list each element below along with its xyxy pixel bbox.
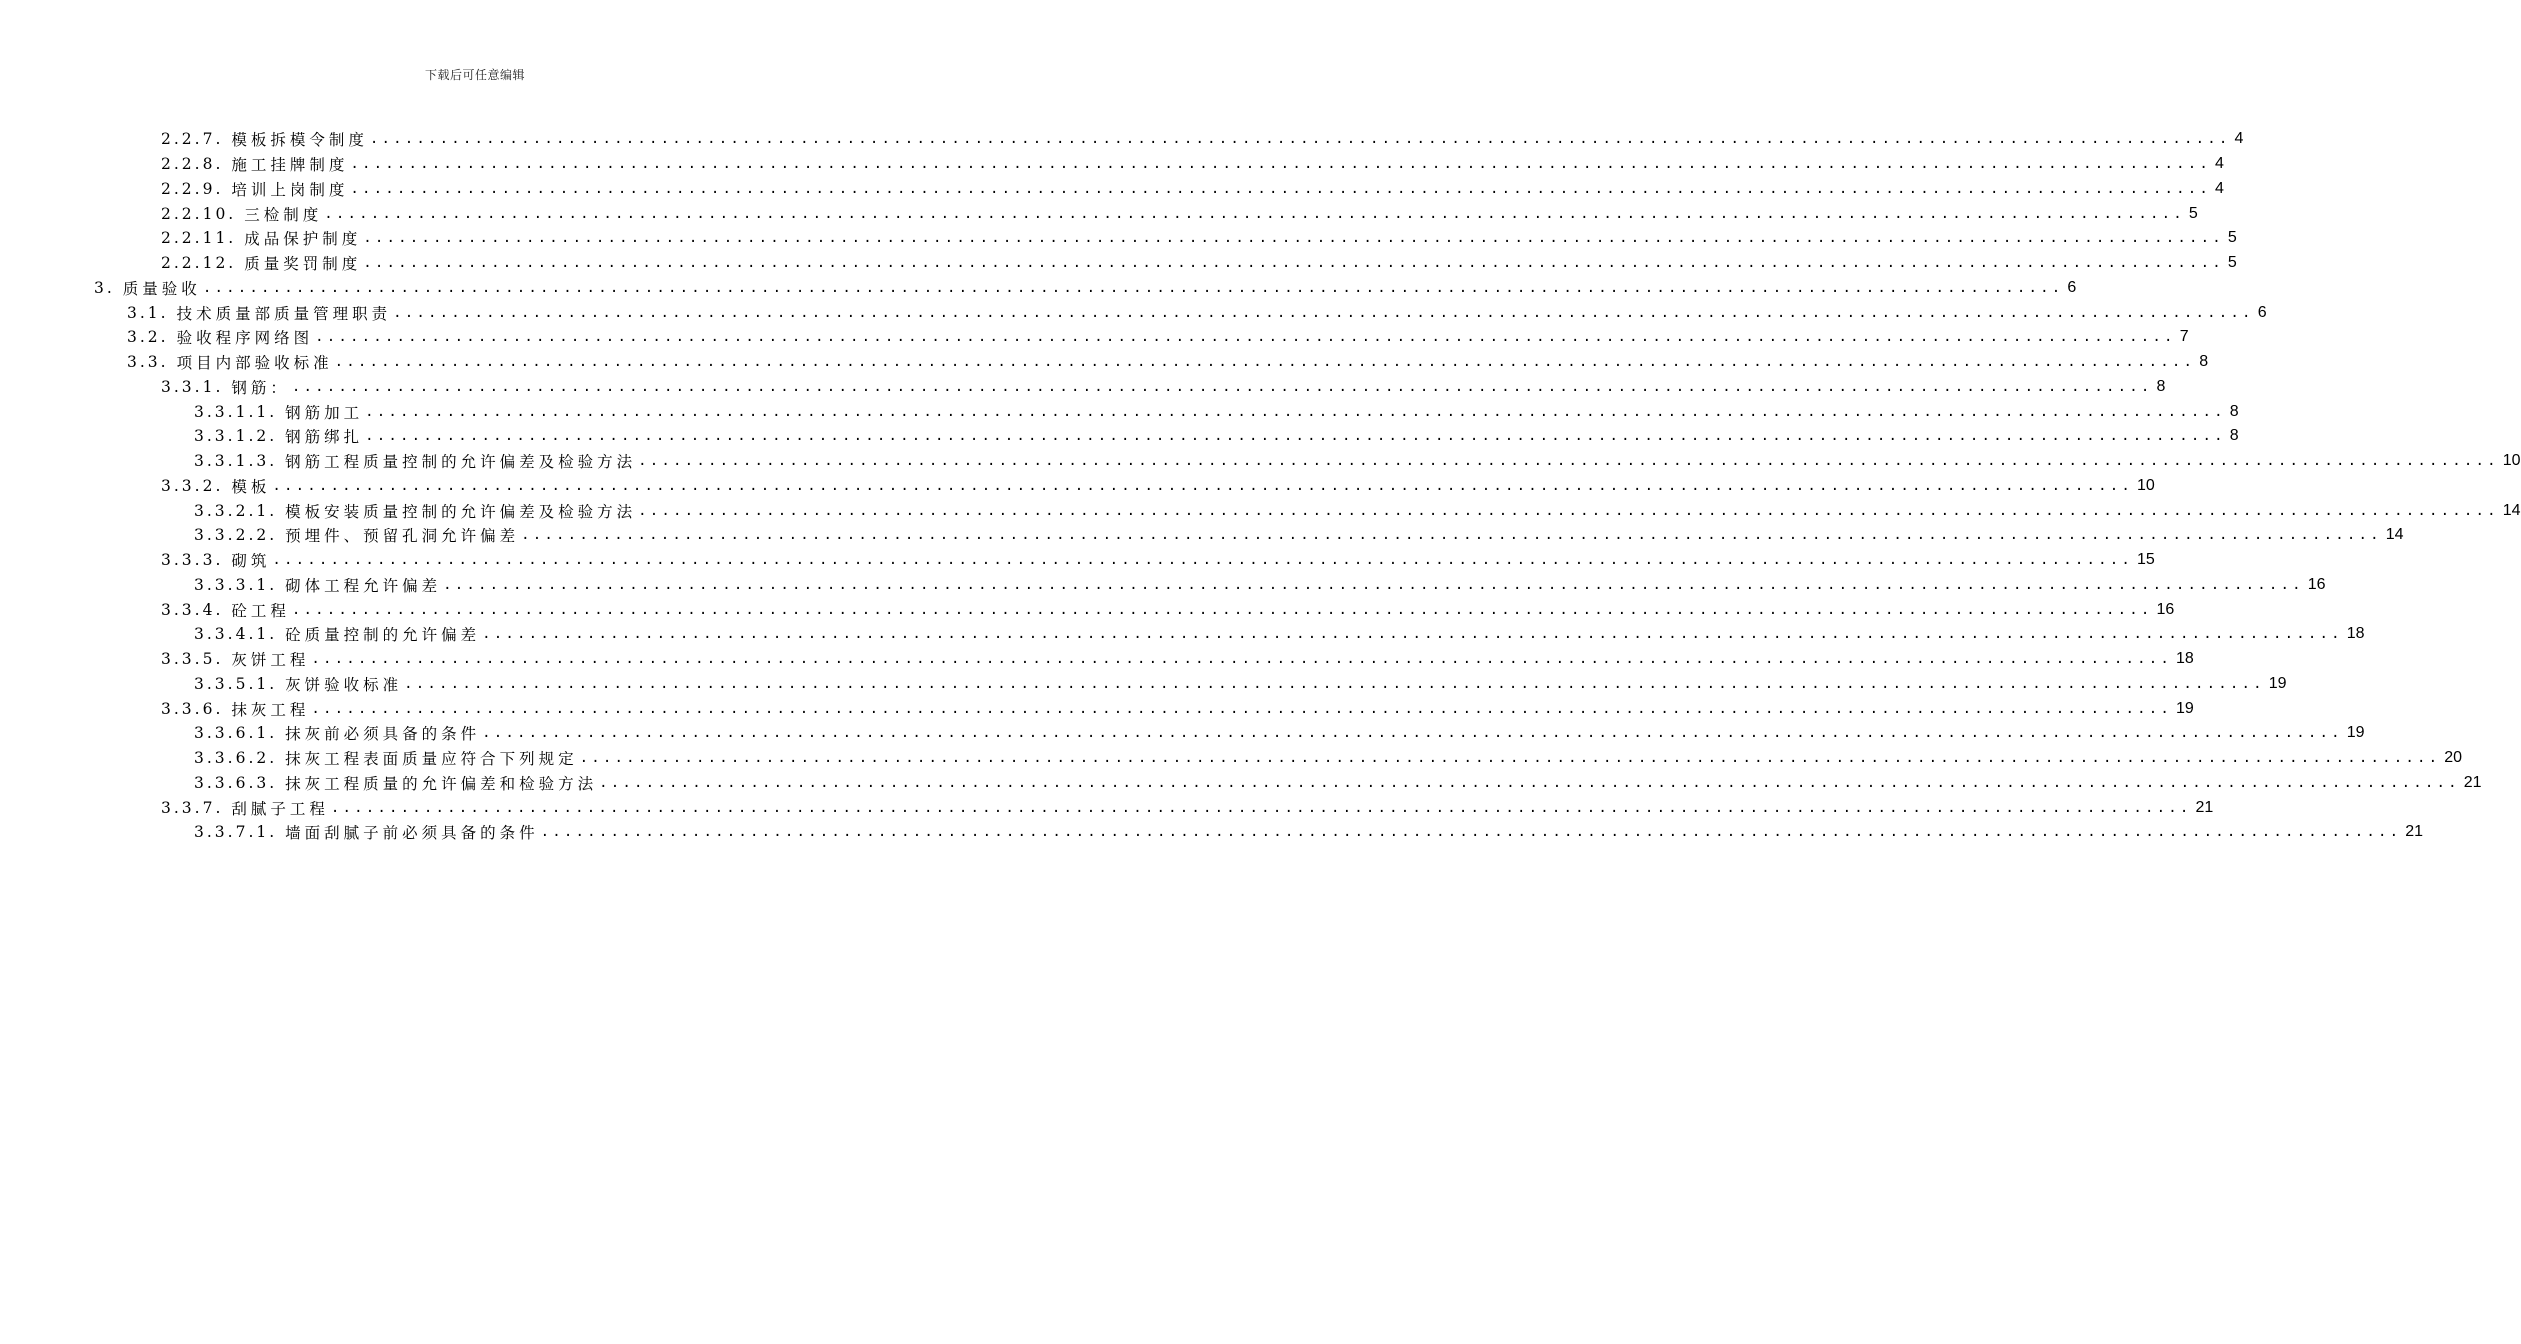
toc-entry-title: 成品保护制度 — [244, 230, 362, 249]
toc-entry-page: 7 — [2179, 328, 2189, 346]
page-header: 下载后可任意编辑 — [424, 68, 525, 82]
toc-entry-title: 模板安装质量控制的允许偏差及检验方法 — [285, 502, 637, 521]
toc-leader-dots: ................................................................................................................................................................ — [521, 527, 2382, 544]
toc-entry-page: 14 — [2502, 501, 2521, 519]
toc-entry-title: 验收程序网络图 — [176, 329, 314, 348]
toc-entry-title: 钢筋： — [231, 378, 290, 397]
toc-entry-number: 3.3.6.3. — [194, 773, 278, 792]
toc-entry-number: 3.1. — [127, 303, 169, 322]
toc-leader-dots: ................................................................................................................................................................ — [393, 304, 2254, 321]
toc-entry[interactable] — [194, 746, 2463, 771]
toc-entry-number: 3.3.1.3. — [194, 452, 278, 471]
toc-entry[interactable] — [194, 622, 2365, 647]
toc-entry-title: 灰饼工程 — [231, 651, 310, 670]
toc-entry[interactable] — [194, 449, 2521, 474]
toc-entry-number: 3.3. — [127, 353, 169, 372]
toc-entry-title: 质量验收 — [122, 279, 201, 298]
toc-leader-dots: ................................................................................................................................................................ — [291, 378, 2153, 395]
toc-entry-number: 2.2.10. — [161, 204, 237, 223]
toc-entry-title: 钢筋加工 — [285, 403, 364, 422]
toc-entry-number: 3.2. — [127, 328, 169, 347]
toc-leader-dots: ................................................................................................................................................................ — [311, 700, 2172, 717]
toc-entry-number: 3.3.1. — [161, 377, 224, 396]
toc-entry-page: 6 — [2257, 303, 2267, 321]
toc-leader-dots: ................................................................................................................................................................ — [202, 279, 2064, 296]
toc-entry[interactable] — [127, 350, 2209, 375]
toc-leader-dots: ................................................................................................................................................................ — [369, 131, 2231, 148]
toc-entry-number: 3.3.3.1. — [194, 575, 278, 594]
toc-leader-dots: ................................................................................................................................................................ — [638, 502, 2499, 519]
toc-leader-dots: ................................................................................................................................................................ — [324, 205, 2185, 222]
toc-entry-page: 20 — [2444, 749, 2463, 767]
toc-entry-title: 技术质量部质量管理职责 — [176, 304, 392, 323]
toc-entry-number: 3.3.6.1. — [194, 724, 278, 743]
toc-entry-page: 4 — [2214, 155, 2224, 173]
toc-entry-number: 3.3.7.1. — [194, 823, 278, 842]
toc-entry-title: 砼工程 — [231, 601, 290, 620]
toc-leader-dots: ................................................................................................................................................................ — [272, 552, 2133, 569]
toc-entry[interactable] — [161, 152, 2224, 177]
toc-entry-title: 模板 — [231, 477, 271, 496]
toc-entry-number: 2.2.7. — [161, 130, 224, 149]
toc-entry-page: 18 — [2175, 650, 2194, 668]
toc-entry[interactable] — [161, 597, 2175, 622]
toc-entry-number: 3.3.1.2. — [194, 427, 278, 446]
toc-leader-dots: ................................................................................................................................................................ — [365, 403, 2226, 420]
toc-entry-page: 21 — [2405, 823, 2424, 841]
toc-entry-page: 16 — [2156, 600, 2175, 618]
toc-entry-title: 培训上岗制度 — [231, 180, 349, 199]
toc-entry-number: 3. — [94, 278, 115, 297]
toc-entry[interactable] — [194, 498, 2521, 523]
toc-entry-number: 3.3.7. — [161, 798, 224, 817]
toc-entry-title: 项目内部验收标准 — [176, 354, 333, 373]
toc-leader-dots: ................................................................................................................................................................ — [350, 180, 2211, 197]
toc-entry-page: 5 — [2227, 254, 2237, 272]
toc-entry-page: 6 — [2067, 278, 2077, 296]
toc-entry-title: 钢筋绑扎 — [285, 428, 364, 447]
toc-leader-dots: ................................................................................................................................................................ — [579, 750, 2441, 767]
toc-entry-page: 10 — [2502, 452, 2521, 470]
toc-leader-dots: ................................................................................................................................................................ — [443, 576, 2304, 593]
toc-entry-page: 10 — [2136, 476, 2155, 494]
toc-entry-title: 抹灰工程表面质量应符合下列规定 — [285, 750, 578, 769]
toc-entry[interactable] — [161, 696, 2194, 721]
toc-entry[interactable] — [194, 399, 2239, 424]
toc-entry[interactable] — [161, 647, 2194, 672]
toc-leader-dots: ................................................................................................................................................................ — [540, 824, 2402, 841]
toc-entry[interactable] — [194, 523, 2404, 548]
toc-entry-title: 质量奖罚制度 — [244, 255, 362, 274]
toc-entry-page: 18 — [2346, 625, 2365, 643]
toc-entry-page: 19 — [2268, 674, 2287, 692]
toc-entry-page: 4 — [2234, 130, 2244, 148]
toc-entry-title: 三检制度 — [244, 205, 323, 224]
toc-entry[interactable] — [94, 276, 2077, 301]
toc-leader-dots: ................................................................................................................................................................ — [334, 354, 2196, 371]
toc-entry[interactable] — [161, 177, 2224, 202]
toc-entry[interactable] — [127, 300, 2267, 325]
toc-entry-page: 16 — [2307, 575, 2326, 593]
toc-entry[interactable] — [194, 672, 2287, 697]
toc-entry[interactable] — [194, 573, 2326, 598]
toc-entry[interactable] — [161, 201, 2198, 226]
toc-entry-title: 施工挂牌制度 — [231, 156, 349, 175]
toc-entry-number: 2.2.11. — [161, 229, 237, 248]
toc-entry-title: 抹灰工程质量的允许偏差和检验方法 — [285, 774, 598, 793]
toc-leader-dots: ................................................................................................................................................................ — [482, 626, 2343, 643]
toc-entry-page: 21 — [2463, 773, 2482, 791]
toc-leader-dots: ................................................................................................................................................................ — [365, 428, 2226, 445]
toc-leader-dots: ................................................................................................................................................................ — [363, 255, 2224, 272]
toc-entry[interactable] — [161, 548, 2155, 573]
toc-entry-page: 19 — [2175, 699, 2194, 717]
toc-entry-title: 刮腻子工程 — [231, 799, 329, 818]
toc-entry[interactable] — [161, 795, 2214, 820]
toc-entry[interactable] — [161, 251, 2237, 276]
toc-entry[interactable] — [194, 771, 2482, 796]
toc-entry-page: 5 — [2227, 229, 2237, 247]
toc-leader-dots: ................................................................................................................................................................ — [330, 799, 2192, 816]
toc-entry-number: 3.3.4.1. — [194, 625, 278, 644]
toc-entry-page: 8 — [2229, 402, 2239, 420]
toc-entry-title: 灰饼验收标准 — [285, 675, 403, 694]
toc-leader-dots: ................................................................................................................................................................ — [599, 774, 2460, 791]
toc-leader-dots: ................................................................................................................................................................ — [482, 725, 2343, 742]
toc-entry-title: 墙面刮腻子前必须具备的条件 — [285, 824, 539, 843]
toc-entry-number: 3.3.4. — [161, 600, 224, 619]
toc-entry-title: 抹灰前必须具备的条件 — [285, 725, 481, 744]
toc-entry-number: 3.3.2.2. — [194, 526, 278, 545]
toc-entry[interactable] — [161, 226, 2237, 251]
toc-leader-dots: ................................................................................................................................................................ — [350, 156, 2211, 173]
toc-leader-dots: ................................................................................................................................................................ — [638, 453, 2499, 470]
toc-entry-number: 3.3.5.1. — [194, 674, 278, 693]
toc-leader-dots: ................................................................................................................................................................ — [311, 651, 2172, 668]
toc-entry[interactable] — [161, 127, 2244, 152]
toc-entry[interactable] — [127, 325, 2189, 350]
toc-entry-page: 8 — [2199, 353, 2209, 371]
toc-entry-page: 14 — [2385, 526, 2404, 544]
toc-entry-number: 3.3.6.2. — [194, 749, 278, 768]
toc-entry[interactable] — [161, 375, 2166, 400]
toc-entry-number: 3.3.6. — [161, 699, 224, 718]
toc-leader-dots: ................................................................................................................................................................ — [291, 601, 2153, 618]
toc-entry-page: 4 — [2214, 179, 2224, 197]
toc-entry[interactable] — [161, 474, 2155, 499]
toc-entry[interactable] — [194, 820, 2424, 845]
toc-entry-title: 砌体工程允许偏差 — [285, 576, 442, 595]
toc-entry-title: 抹灰工程 — [231, 700, 310, 719]
toc-leader-dots: ................................................................................................................................................................ — [363, 230, 2224, 247]
toc-entry-number: 3.3.2. — [161, 476, 224, 495]
toc-entry-title: 砌筑 — [231, 552, 271, 571]
toc-entry-page: 15 — [2136, 551, 2155, 569]
toc-entry-page: 8 — [2229, 427, 2239, 445]
toc-entry-number: 3.3.3. — [161, 551, 224, 570]
toc-leader-dots: ................................................................................................................................................................ — [272, 477, 2133, 494]
toc-entry-number: 2.2.12. — [161, 254, 237, 273]
toc-entry[interactable] — [194, 721, 2365, 746]
toc-entry-number: 2.2.8. — [161, 155, 224, 174]
toc-entry-page: 19 — [2346, 724, 2365, 742]
toc-entry-number: 2.2.9. — [161, 179, 224, 198]
toc-entry-page: 8 — [2156, 377, 2166, 395]
toc-entry-page: 21 — [2195, 798, 2214, 816]
toc-entry[interactable] — [194, 424, 2239, 449]
toc-entry-title: 预埋件、预留孔洞允许偏差 — [285, 527, 520, 546]
toc-entry-title: 砼质量控制的允许偏差 — [285, 626, 481, 645]
toc-entry-number: 3.3.2.1. — [194, 501, 278, 520]
toc-leader-dots: ................................................................................................................................................................ — [404, 675, 2265, 692]
toc-entry-number: 3.3.5. — [161, 650, 224, 669]
toc-entry-page: 5 — [2188, 204, 2198, 222]
toc-entry-title: 模板拆模令制度 — [231, 131, 368, 150]
toc-entry-number: 3.3.1.1. — [194, 402, 278, 421]
toc-leader-dots: ................................................................................................................................................................ — [315, 329, 2176, 346]
toc-entry-title: 钢筋工程质量控制的允许偏差及检验方法 — [285, 453, 637, 472]
